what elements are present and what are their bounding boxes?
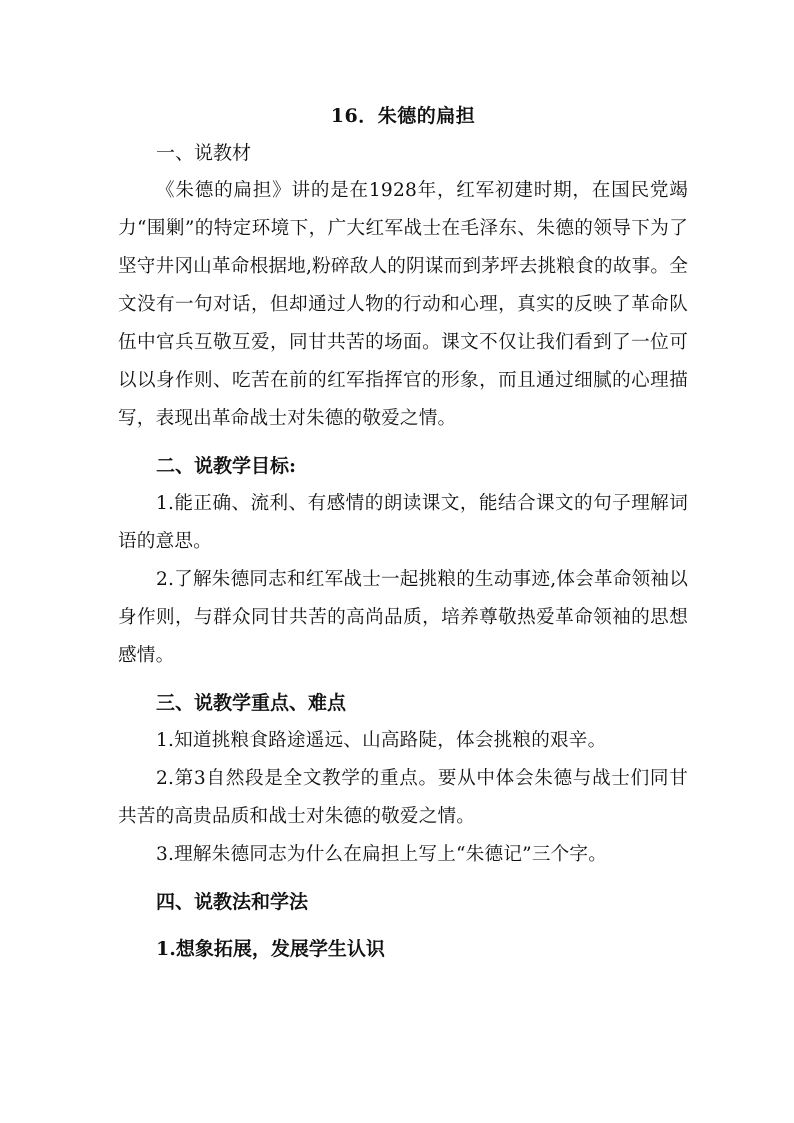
paragraph-keypoint-3: 3.理解朱德同志为什么在扁担上写上“朱德记”三个字。 [156,844,608,865]
section-heading-4: 四、说教法和学法 [156,891,309,913]
paragraph-keypoint-1: 1.知道挑粮食路途遥远、山高路陡，体会挑粮的艰辛。 [156,730,607,751]
section-heading-2: 二、说教学目标: [156,455,297,477]
paragraph-keypoint-2: 2.第3自然段是全文教学的重点。要从中体会朱德与战士们同甘共苦的高贵品质和战士对朱德的敬爱之情。 [118,768,688,827]
section-heading-3: 三、说教学重点、难点 [156,692,347,714]
document-title: 16．朱德的扁担 [330,105,476,127]
paragraph-goal-2: 2.了解朱德同志和红军战士一起挑粮的生动事迹,体会革命领袖以身作则，与群众同甘共苦的高尚品质，培养尊敬热爱革命领袖的思想感情。 [118,569,688,666]
paragraph-textbook: 《朱德的扁担》讲的是在1928年，红军初建时期，在国民党竭力“围剿”的特定环境下，广大红军战士在毛泽东、朱德的领导下为了坚守井冈山革命根据地,粉碎敌人的阴谋而到茅坪去挑粮食的故事。全文没有一句对话，但却通过人物的行动和心理，真实的反映了革命队伍中官兵互敬互爱，同甘共苦的场面。课文不仅让我们看到了一位可以以身作则、吃苦在前的红军指挥官的形象，而且通过细腻的心理描写，表现出革命战士对朱德的敬爱之情。 [118,180,688,429]
section-heading-1: 一、说教材 [156,142,252,164]
subheading-imagination: 1.想象拓展，发展学生认识 [156,938,385,960]
paragraph-goal-1: 1.能正确、流利、有感情的朗读课文，能结合课文的句子理解词语的意思。 [118,493,688,552]
document-body [118,102,688,968]
